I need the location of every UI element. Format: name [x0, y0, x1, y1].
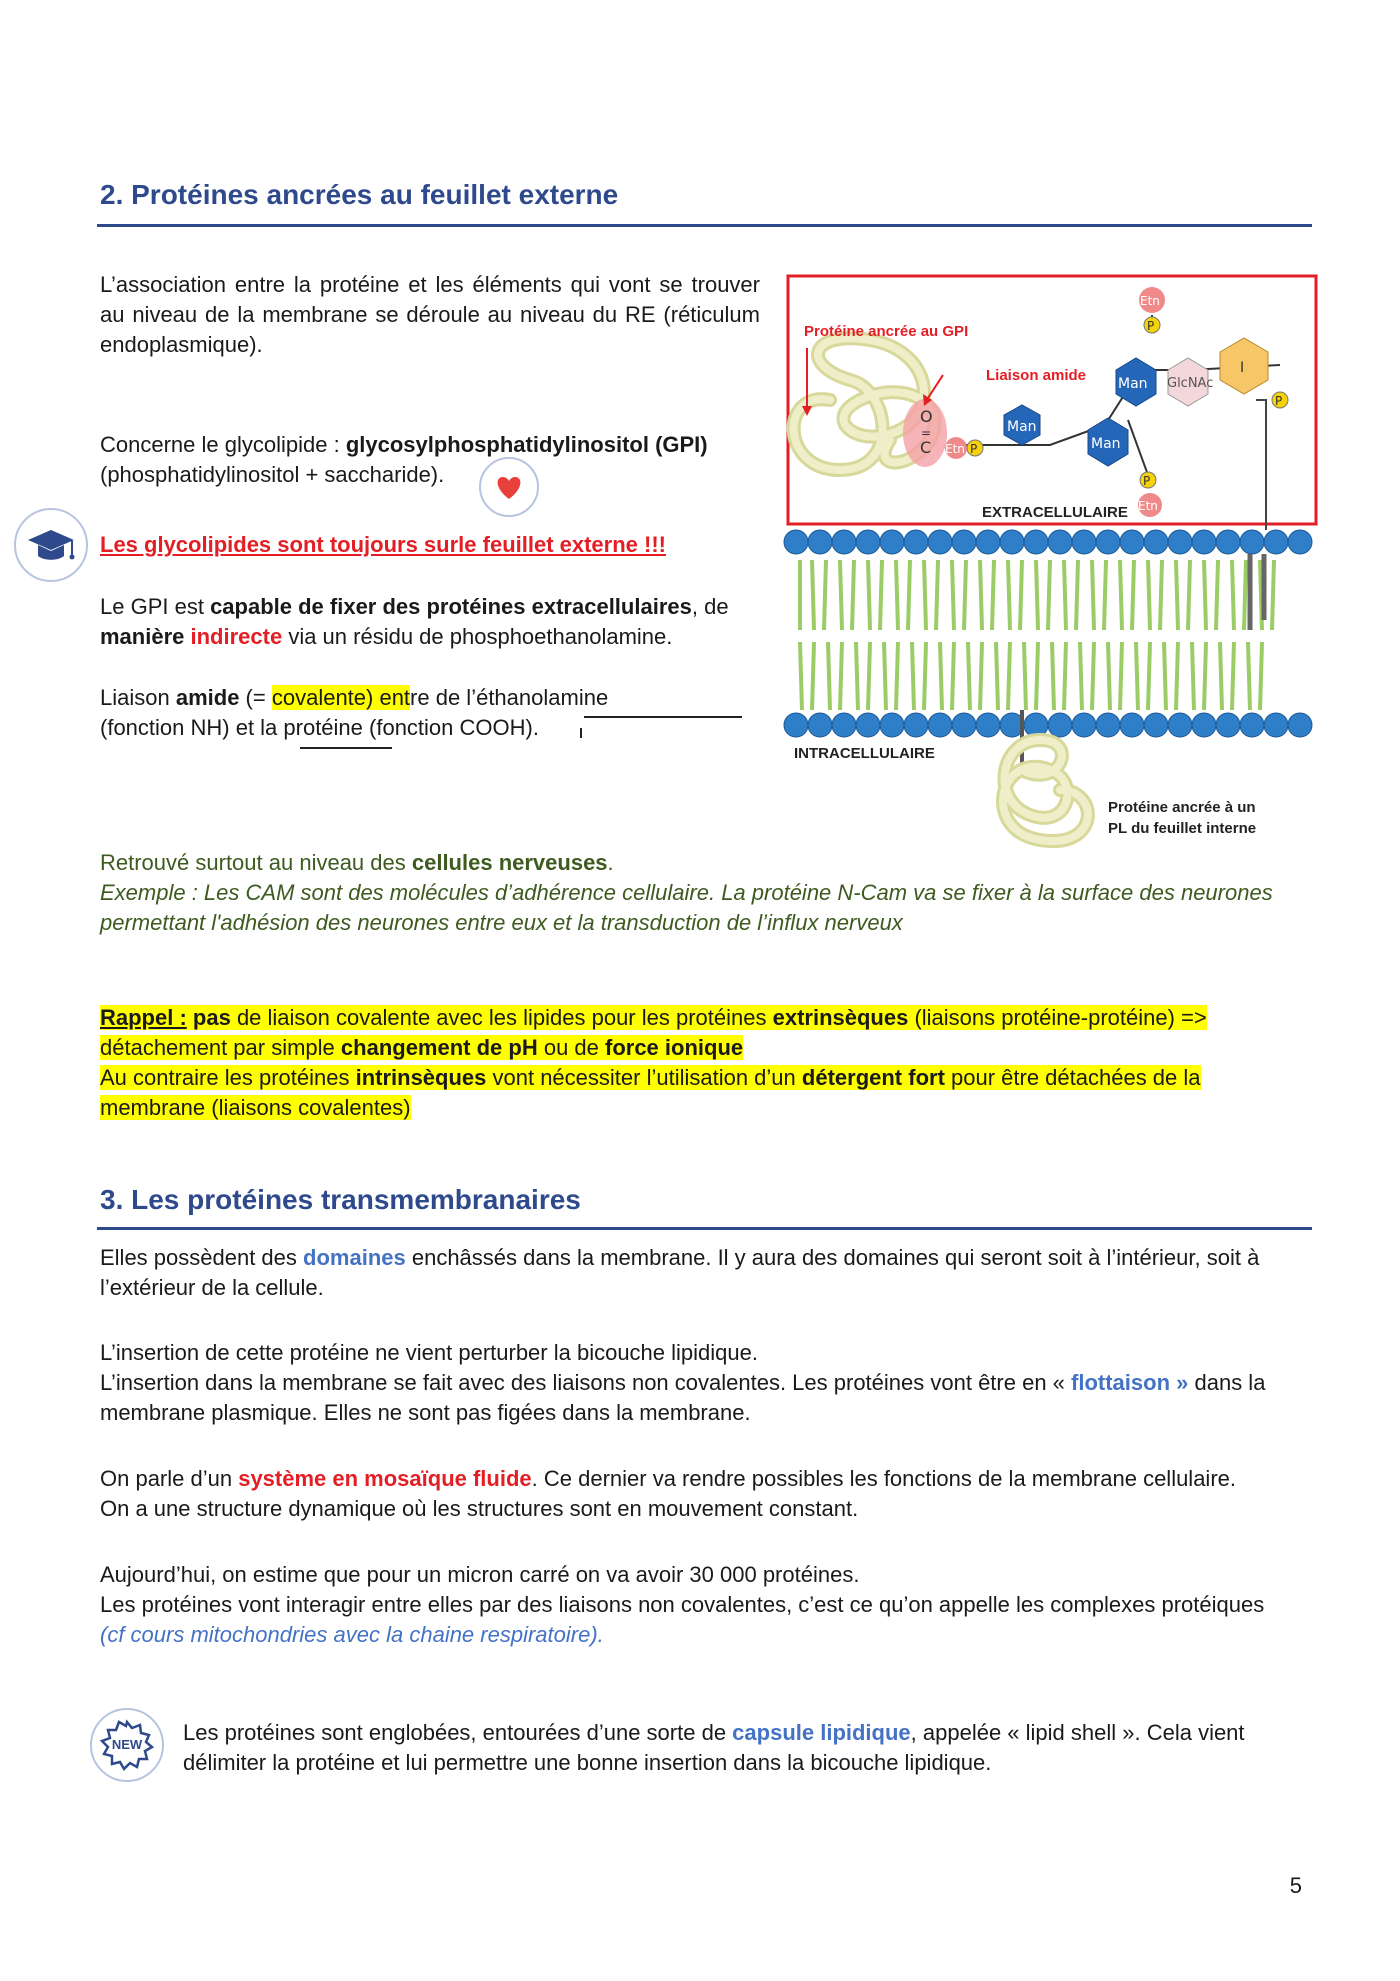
underline-mark [580, 728, 582, 738]
etn-label: Etn [945, 442, 965, 456]
indirect-term: indirecte [190, 624, 283, 649]
bold-term: manière [100, 624, 191, 649]
text: ou de [537, 1035, 605, 1060]
bold-term: intrinsèques [355, 1065, 487, 1090]
highlight: covalente) ent [271, 685, 411, 710]
bold-term: détergent fort [801, 1065, 945, 1090]
paragraph-capable [100, 592, 760, 652]
carbon-label: C [920, 438, 932, 457]
new-badge-text: NEW [111, 1737, 143, 1752]
section-title: 2. Protéines ancrées au feuillet externe [100, 179, 619, 210]
text: enchâssés dans la membrane. Il y aura des domaines qui seront soit à l’intérieur, soit à l’extérieur de la cellule. [100, 1245, 1260, 1300]
text: Retrouvé surtout au niveau des [100, 850, 412, 875]
text: (phosphatidylinositol + saccharide). [100, 462, 445, 487]
mosaique-term: système en mosaïque fluide [238, 1466, 532, 1491]
section-divider [97, 224, 1312, 227]
text: vont nécessiter l’utilisation d’un [486, 1065, 802, 1090]
amide-term: amide [175, 685, 240, 710]
paragraph-domaines [100, 1243, 1340, 1303]
example-text: Exemple : Les CAM sont des molécules d’adhérence cellulaire. La protéine N-Cam va se fixer à la surface des neurones permettant l'adhésion des neurones entre eux et la transduction de l’influx nerveux [100, 880, 1273, 935]
text: Le GPI est [100, 594, 211, 619]
text: Liaison [100, 685, 176, 710]
text: (= [239, 685, 272, 710]
underline-mark [584, 716, 742, 718]
text: pour être détachées de la [944, 1065, 1201, 1090]
text: re de l’éthanolamine [410, 685, 609, 710]
rappel-line [100, 1005, 1207, 1030]
intracellular-label: INTRACELLULAIRE [794, 745, 935, 762]
mannose-label: Man [1118, 376, 1148, 392]
text: Au contraire les protéines [100, 1065, 356, 1090]
paragraph-complexes [100, 1560, 1280, 1650]
text: de liaison covalente avec les lipides pour les protéines [230, 1005, 773, 1030]
glcnac-label: GlcNAc [1167, 376, 1214, 391]
oxygen-label: O [920, 407, 933, 426]
mannose-label: Man [1091, 436, 1121, 452]
text: On parle d’un [100, 1466, 239, 1491]
domaines-term: domaines [303, 1245, 406, 1270]
paragraph-amide [100, 683, 760, 743]
pl-anchor-label: PL du feuillet interne [1108, 820, 1257, 837]
heart-icon [479, 457, 539, 517]
extracellular-label: EXTRACELLULAIRE [982, 504, 1128, 521]
page-number: 5 [1289, 1873, 1302, 1898]
etn-label: Etn [1138, 499, 1158, 513]
text: détachement par simple [100, 1035, 341, 1060]
lipid-heads-outer [784, 530, 1312, 554]
gpi-term: glycosylphosphatidylinositol (GPI) [345, 432, 708, 457]
gpi-membrane-figure [760, 270, 1320, 855]
text: L’insertion de cette protéine ne vient perturber la bicouche lipidique. [100, 1340, 758, 1365]
phosphate-label: P [1147, 319, 1155, 333]
paragraph-nerve [100, 848, 1340, 938]
text: Concerne le glycolipide : [100, 432, 346, 457]
rappel-line: membrane (liaisons covalentes) [100, 1095, 411, 1120]
underline-mark [300, 747, 392, 749]
paragraph-association: L’association entre la protéine et les éléments qui vont se trouver au niveau de la membrane se déroule au niveau du RE (réticulum endoplasmique). [100, 272, 760, 357]
bold-term: pas [186, 1005, 231, 1030]
mannose-label: Man [1007, 419, 1037, 435]
flottaison-term: flottaison » [1071, 1370, 1189, 1395]
lipid-tails [800, 560, 1274, 710]
text: , appelée « lipid shell ». Cela vient délimiter la protéine et lui permettre une bonne insertion dans la bicouche lipidique. [183, 1720, 1245, 1775]
gpi-lipid-tails [1250, 554, 1264, 630]
section-title: 3. Les protéines transmembranaires [100, 1184, 581, 1215]
bold-term: capable de fixer des protéines extracellulaires [210, 594, 692, 619]
text: (liaisons protéine-protéine) => [908, 1005, 1207, 1030]
capsule-term: capsule lipidique [732, 1720, 911, 1745]
rappel-label: Rappel : [100, 1005, 187, 1030]
text: Aujourd’hui, on estime que pour un micron carré on va avoir 30 000 protéines. [100, 1562, 860, 1587]
bold-term: extrinsèques [772, 1005, 909, 1030]
text: L’insertion dans la membrane se fait avec des liaisons non covalentes. Les protéines vont être en « [100, 1370, 1072, 1395]
bold-term: changement de pH [340, 1035, 538, 1060]
paragraph-insertion [100, 1338, 1340, 1428]
text: Elles possèdent des [100, 1245, 304, 1270]
rappel-line [100, 1035, 743, 1060]
text: . Ce dernier va rendre possibles les fonctions de la membrane cellulaire. On a une structure dynamique où les structures sont en mouvement constant. [100, 1466, 1236, 1521]
text: (fonction NH) et la protéine (fonction COOH). [100, 715, 539, 740]
bold-term: force ionique [605, 1035, 744, 1060]
text: Les protéines vont interagir entre elles par des liaisons non covalentes, c’est ce qu’on appelle les complexes protéiques [100, 1592, 1265, 1617]
reference-text: (cf cours mitochondries avec la chaine respiratoire). [100, 1622, 604, 1647]
paragraph-lipid-shell [183, 1718, 1293, 1778]
text: via un résidu de phosphoethanolamine. [282, 624, 673, 649]
inositol-label: I [1240, 360, 1245, 376]
gpi-label: Protéine ancrée au GPI [804, 323, 969, 340]
warning-text: Les glycolipides sont toujours surle feuillet externe !!! [100, 532, 666, 557]
pl-anchor-label: Protéine ancrée à un [1108, 799, 1256, 816]
text: , de [691, 594, 729, 619]
amide-label: Liaison amide [986, 367, 1087, 384]
phosphate-label: P [1275, 394, 1283, 408]
svg-text:=: = [921, 426, 932, 440]
text: . [607, 850, 614, 875]
graduation-cap-icon [14, 508, 88, 582]
etn-label: Etn [1140, 294, 1160, 308]
new-badge-icon [90, 1708, 164, 1782]
text: dans la membrane plasmique. Elles ne sont pas figées dans la membrane. [100, 1370, 1266, 1425]
phosphate-label: P [1143, 474, 1151, 488]
lipid-heads-inner [784, 713, 1312, 737]
paragraph-mosaique [100, 1464, 1250, 1524]
rappel-block [100, 1003, 1345, 1123]
phosphate-label: P [970, 442, 978, 456]
bold-term: cellules nerveuses [411, 850, 608, 875]
rappel-line [100, 1065, 1201, 1090]
paragraph-gpi [100, 430, 760, 490]
text: Les protéines sont englobées, entourées d’une sorte de [183, 1720, 733, 1745]
section-divider [97, 1227, 1312, 1230]
